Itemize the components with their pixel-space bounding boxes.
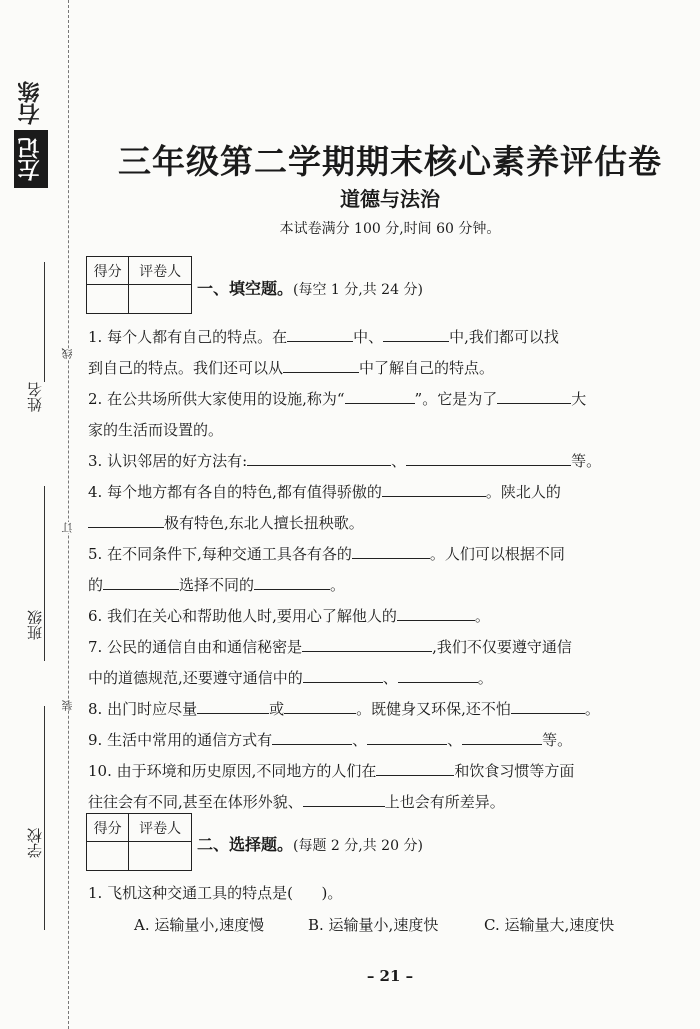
s2-q1-option-c[interactable]: C. 运输量大,速度快 [484, 916, 615, 934]
q6-line: 6. 我们在关心和帮助他人时,要用心了解他人的 。 [88, 607, 490, 625]
section1-heading [197, 276, 423, 299]
blank[interactable] [398, 668, 478, 683]
section1-detail: (每空 1 分,共 24 分) [293, 282, 423, 298]
blank[interactable] [302, 637, 432, 652]
score-label: 得分 [87, 257, 129, 285]
name-line [44, 262, 45, 382]
grader-label: 评卷人 [129, 814, 192, 842]
school-label: 学校 [26, 828, 44, 858]
grader-cell[interactable] [129, 842, 192, 871]
q1-line2: 到自己的特点。我们还可以从 中了解自己的特点。 [88, 359, 495, 377]
blank[interactable] [376, 761, 454, 776]
blank[interactable] [197, 699, 269, 714]
blank[interactable] [497, 389, 571, 404]
cut-line [68, 0, 69, 1029]
q8-line: 8. 出门时应尽量 或 。既健身又环保,还不怕 。 [88, 700, 600, 718]
grader-cell[interactable] [129, 285, 192, 314]
page-title: 三年级第二学期期末核心素养评估卷 [118, 142, 662, 181]
blank[interactable] [303, 792, 385, 807]
blank[interactable] [88, 513, 164, 528]
blank[interactable] [462, 730, 542, 745]
blank[interactable] [383, 327, 449, 342]
page-number: – 21 – [366, 967, 414, 985]
blank[interactable] [367, 730, 447, 745]
school-line [44, 706, 45, 930]
blank[interactable] [247, 451, 391, 466]
blank[interactable] [283, 358, 359, 373]
score-cell[interactable] [87, 285, 129, 314]
q1-line1: 1. 每个人都有自己的特点。在 中、 中,我们都可以找 [88, 328, 559, 346]
brand-right-text: 右练 [18, 81, 43, 125]
blank[interactable] [287, 327, 353, 342]
brand-left-text: 左记 [18, 137, 43, 181]
blank[interactable] [284, 699, 356, 714]
section1-title: 一、填空题。 [197, 279, 294, 298]
subject-title: 道德与法治 [340, 187, 440, 211]
q2-line2: 家的生活而设置的。 [88, 421, 224, 439]
cut-mark-3: 装 [61, 700, 74, 711]
s2-q1: 1. 飞机这种交通工具的特点是( )。 [88, 884, 343, 902]
q10-line2: 往往会有不同,甚至在体形外貌、 上也会有所差异。 [88, 793, 505, 811]
class-label: 班级 [26, 610, 44, 640]
blank[interactable] [397, 606, 475, 621]
s2-q1-option-a[interactable]: A. 运输量小,速度慢 [134, 916, 265, 934]
q10-line1: 10. 由于环境和历史原因,不同地方的人们在 和饮食习惯等方面 [88, 762, 575, 780]
score-box-1 [86, 256, 192, 314]
q9-line: 9. 生活中常用的通信方式有 、 、 等。 [88, 731, 573, 749]
score-label: 得分 [87, 814, 129, 842]
blank[interactable] [103, 575, 179, 590]
section2-detail: (每题 2 分,共 20 分) [293, 838, 423, 854]
exam-note: 本试卷满分 100 分,时间 60 分钟。 [279, 221, 501, 237]
q7-line2: 中的道德规范,还要遵守通信中的 、 。 [88, 669, 493, 687]
blank[interactable] [272, 730, 352, 745]
q2-line1: 2. 在公共场所供大家使用的设施,称为“ ”。它是为了 大 [88, 390, 587, 408]
brand-logo [14, 78, 48, 190]
score-cell[interactable] [87, 842, 129, 871]
q5-line2: 的 选择不同的 。 [88, 576, 346, 594]
q5-line1: 5. 在不同条件下,每种交通工具各有各的 。人们可以根据不同 [88, 545, 565, 563]
q4-line2: 极有特色,东北人擅长扭秧歌。 [88, 512, 648, 533]
blank[interactable] [254, 575, 330, 590]
blank[interactable] [406, 451, 571, 466]
name-label: 姓名 [26, 382, 44, 412]
s2-q1-option-b[interactable]: B. 运输量小,速度快 [308, 916, 439, 934]
score-box-2 [86, 813, 192, 871]
q4-line1: 4. 每个地方都有各自的特色,都有值得骄傲的 。陕北人的 [88, 483, 561, 501]
q3-line: 3. 认识邻居的好方法有: 、 等。 [88, 452, 602, 470]
blank[interactable] [382, 482, 486, 497]
blank[interactable] [511, 699, 585, 714]
section2-heading [197, 832, 423, 855]
section2-title: 二、选择题。 [197, 835, 294, 854]
cut-mark-2: 订 [61, 522, 74, 533]
q7-line1: 7. 公民的通信自由和通信秘密是 ,我们不仅要遵守通信 [88, 638, 572, 656]
blank[interactable] [345, 389, 415, 404]
blank[interactable] [303, 668, 383, 683]
cut-mark-1: 线 [61, 348, 74, 359]
grader-label: 评卷人 [129, 257, 192, 285]
blank[interactable] [352, 544, 430, 559]
